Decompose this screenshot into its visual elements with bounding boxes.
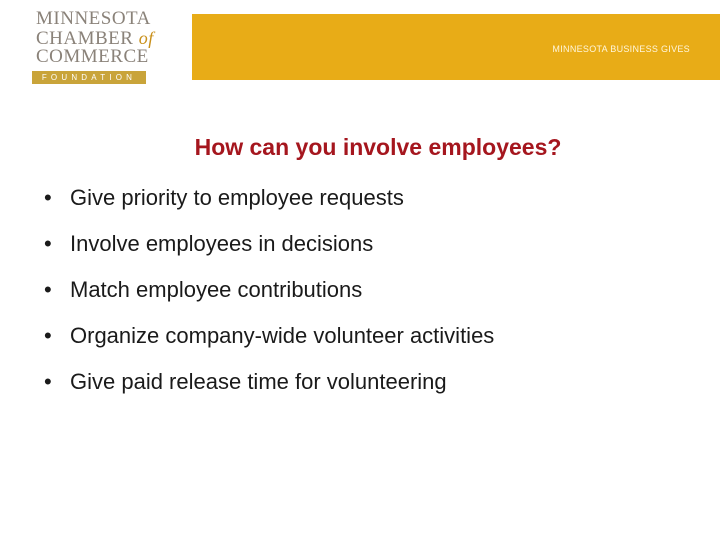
bullet-item	[44, 277, 494, 323]
logo-line-commerce: COMMERCE	[36, 46, 149, 67]
bullet-dot-icon: •	[44, 323, 52, 348]
slide-title: How can you involve employees?	[194, 134, 562, 160]
bullet-text: Match employee contributions	[70, 277, 363, 302]
chamber-logo	[30, 8, 154, 84]
bullet-text: Give paid release time for volunteering	[70, 369, 447, 394]
bullet-text: Organize company-wide volunteer activities	[70, 323, 495, 348]
banner-tagline: MINNESOTA BUSINESS GIVES	[552, 44, 690, 54]
bullet-dot-icon: •	[44, 369, 52, 394]
bullet-item	[44, 323, 494, 369]
bullet-text: Give priority to employee requests	[70, 185, 404, 210]
bullet-item	[44, 185, 494, 231]
bullet-dot-icon: •	[44, 277, 52, 302]
bullet-text: Involve employees in decisions	[70, 231, 374, 256]
bullet-item	[44, 231, 494, 277]
bullet-item	[44, 369, 494, 415]
logo-foundation-bar: FOUNDATION	[32, 71, 146, 84]
logo-of-word: of	[138, 28, 154, 48]
logo-line-minnesota: MINNESOTA	[36, 8, 151, 29]
logo-chamber-word: CHAMBER	[36, 28, 134, 49]
bullet-dot-icon: •	[44, 231, 52, 256]
bullet-dot-icon: •	[44, 185, 52, 210]
bullet-list	[44, 185, 494, 415]
header-banner	[192, 14, 720, 80]
